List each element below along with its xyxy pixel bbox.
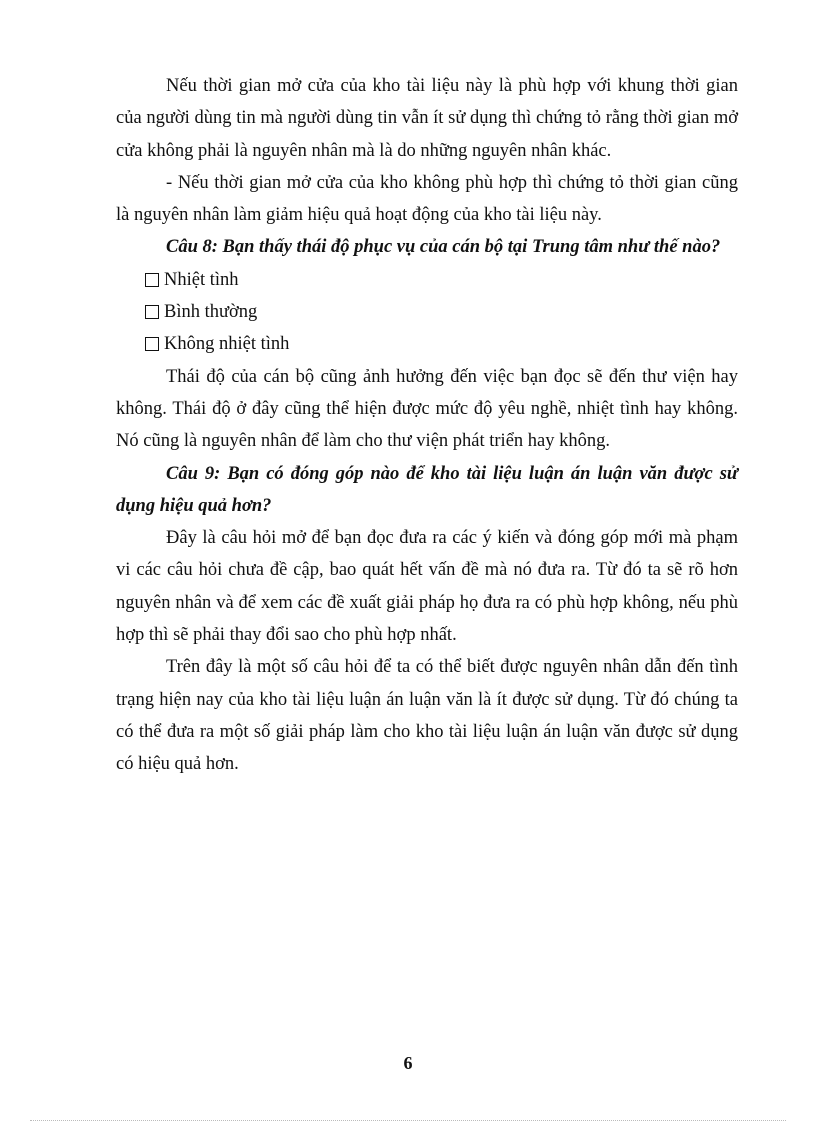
- paragraph-opening-hours-suitable: Nếu thời gian mở cửa của kho tài liệu này là phù hợp với khung thời gian của người dùng tin mà người dùng tin vẫn ít sử dụng thì chứng tỏ rằng thời gian mở cửa không phải là nguyên nhân mà là do những nguyên nhân khác.: [116, 76, 738, 161]
- checkbox-icon[interactable]: [145, 305, 159, 319]
- checkbox-icon[interactable]: [145, 273, 159, 287]
- page-number: 6: [403, 1053, 413, 1073]
- option-binh-thuong[interactable]: [116, 296, 738, 328]
- page-body: [116, 70, 738, 781]
- question-9: Câu 9: Bạn có đóng góp nào để kho tài liệu luận án luận văn được sử dụng hiệu quả hơn?: [116, 463, 738, 516]
- option-khong-nhiet-tinh[interactable]: [116, 328, 738, 360]
- option-nhiet-tinh[interactable]: [116, 264, 738, 296]
- paragraph-opening-hours-unsuitable: - Nếu thời gian mở cửa của kho không phù hợp thì chứng tỏ thời gian cũng là nguyên nhân làm giảm hiệu quả hoạt động của kho tài liệu này.: [116, 172, 738, 226]
- checkbox-icon[interactable]: [145, 337, 159, 351]
- option-label: Bình thường: [164, 302, 258, 323]
- paragraph-staff-attitude: Thái độ của cán bộ cũng ảnh hưởng đến việc bạn đọc sẽ đến thư viện hay không. Thái độ ở đây cũng thể hiện được mức độ yêu nghề, nhiệt tình hay không. Nó cũng là nguyên nhân để làm cho thư viện phát triển hay không.: [116, 366, 738, 452]
- option-label: Không nhiệt tình: [164, 334, 290, 355]
- option-label: Nhiệt tình: [164, 269, 239, 290]
- question-8: Câu 8: Bạn thấy thái độ phục vụ của cán bộ tại Trung tâm như thế nào?: [166, 237, 721, 258]
- paragraph-open-question: Đây là câu hỏi mở để bạn đọc đưa ra các ý kiến và đóng góp mới mà phạm vi các câu hỏi chưa đề cập, bao quát hết vấn đề mà nó đưa ra. Từ đó ta sẽ rõ hơn nguyên nhân và để xem các đề xuất giải pháp họ đưa ra có phù hợp không, nếu phù hợp thì sẽ phải thay đổi sao cho phù hợp nhất.: [116, 528, 738, 646]
- footer-divider: [30, 1120, 786, 1121]
- paragraph-summary: Trên đây là một số câu hỏi để ta có thể biết được nguyên nhân dẫn đến tình trạng hiện nay của kho tài liệu luận án luận văn là ít được sử dụng. Từ đó chúng ta có thể đưa ra một số giải pháp làm cho kho tài liệu luận án luận văn được sử dụng có hiệu quả hơn.: [116, 657, 738, 775]
